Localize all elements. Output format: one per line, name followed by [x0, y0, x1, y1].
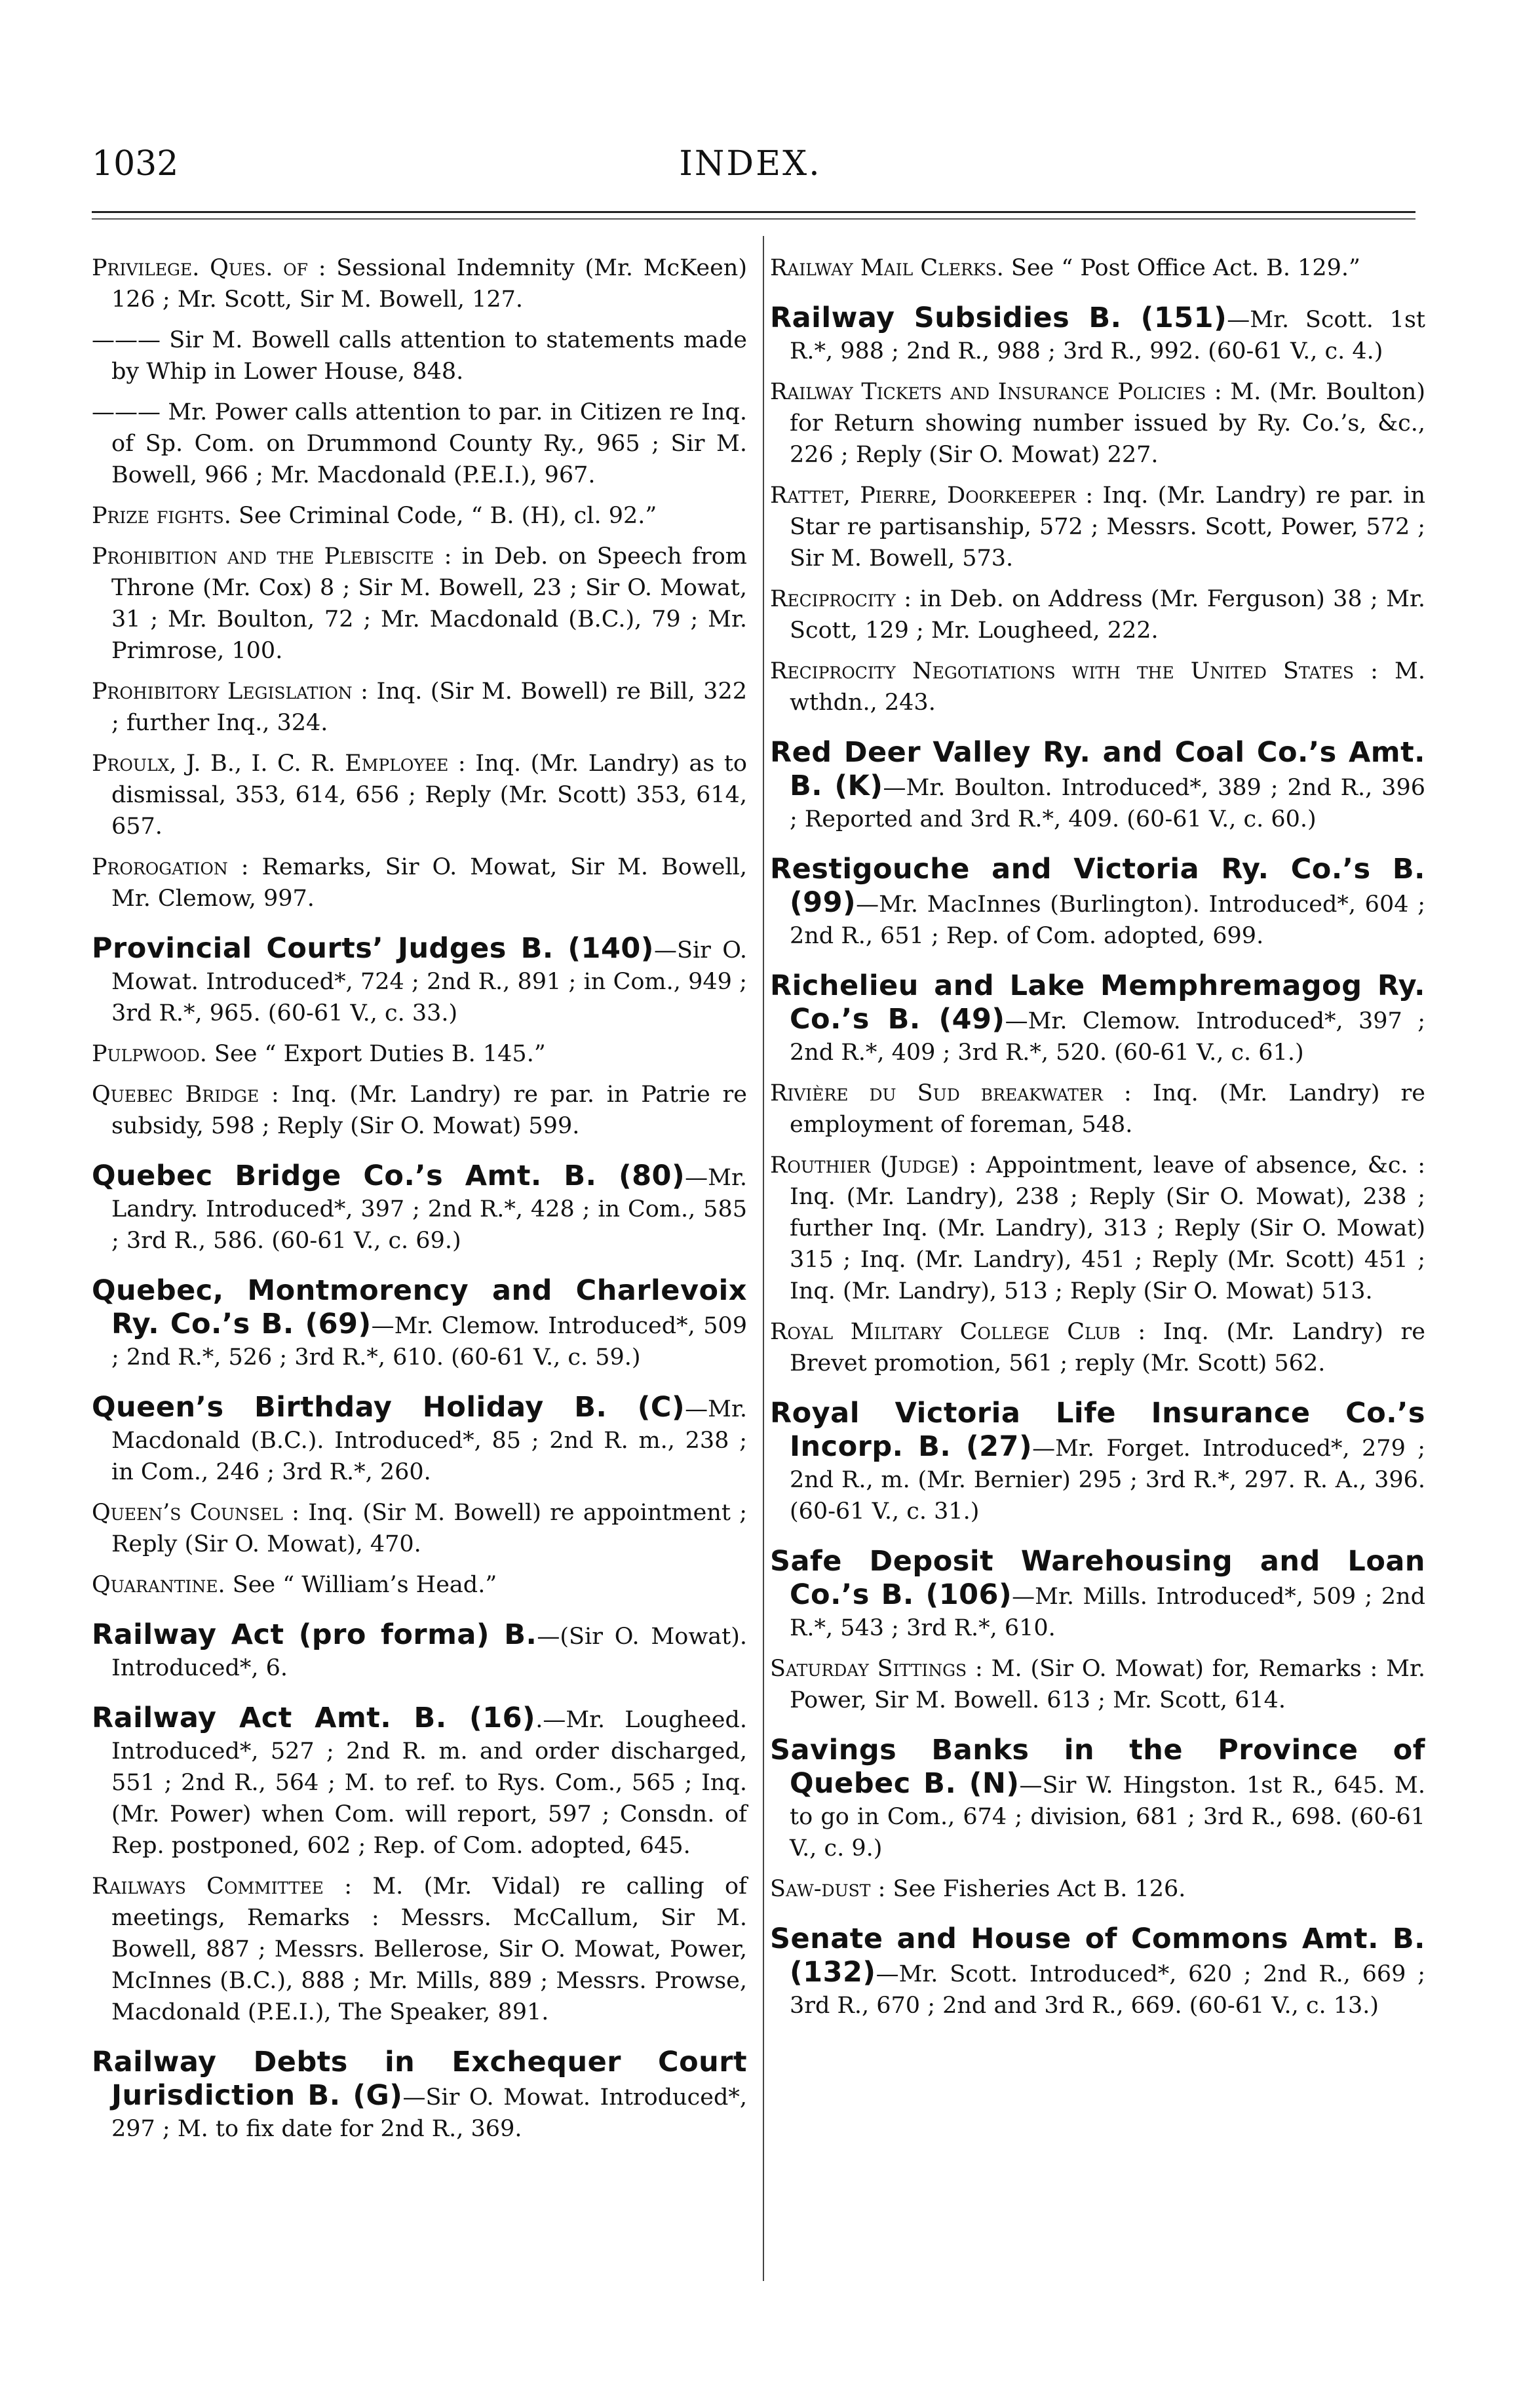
- index-entry: [770, 376, 1425, 471]
- index-entry-heading: Quebec Bridge Co.’s Amt. B. (80): [92, 1160, 685, 1192]
- index-entry: [92, 748, 747, 842]
- index-entry: [770, 1316, 1425, 1379]
- index-entry-text: —Mr. Forget. Introduced*, 279 ; 2nd R., m. (Mr. Bernier) 295 ; 3rd R.*, 297. R. A., 396. (60-61 V., c. 31.): [790, 1435, 1425, 1525]
- index-entry-text: —Sir O. Mowat. Introduced*, 724 ; 2nd R., 891 ; in Com., 949 ; 3rd R.*, 965. (60-61 V., c. 33.): [111, 937, 748, 1026]
- index-entry-heading: Richelieu and Lake Memphremagog Ry. Co.’s B. (49): [770, 969, 1425, 1036]
- index-entry: [770, 1923, 1425, 2021]
- index-entry: [92, 1392, 747, 1488]
- index-entry-text: M. (Sir O. Mowat) for, Remarks : Mr. Power, Sir M. Bowell. 613 ; Mr. Scott, 614.: [790, 1656, 1425, 1713]
- index-entry-text: M. wthdn., 243.: [790, 658, 1425, 716]
- index-entry-heading: Savings Banks in the Province of Quebec B. (N): [770, 1734, 1425, 1800]
- index-entry-heading: Royal Military College Club :: [770, 1319, 1146, 1345]
- index-entry: [770, 583, 1425, 646]
- index-entry-text: See “ William’s Head.”: [225, 1572, 497, 1598]
- index-entry: [92, 1619, 747, 1684]
- index-entry-heading: Senate and House of Commons Amt. B. (132): [770, 1922, 1425, 1989]
- index-entry-heading: Saturday Sittings :: [770, 1656, 983, 1682]
- index-entry-heading: Prohibitory Legislation :: [92, 678, 368, 705]
- index-entry-heading: Saw-dust :: [770, 1876, 886, 1902]
- index-entry-text: —Mr. Scott. Introduced*, 620 ; 2nd R., 669 ; 3rd R., 670 ; 2nd and 3rd R., 669. (60-61 V., c. 13.): [790, 1961, 1425, 2019]
- index-entry: [92, 1079, 747, 1142]
- index-entry-heading: Prohibition and the Plebiscite :: [92, 543, 452, 570]
- index-entry: [770, 1653, 1425, 1716]
- index-entry: [770, 737, 1425, 835]
- index-entry-heading: Rattet, Pierre, Doorkeeper :: [770, 482, 1094, 509]
- index-entry: [92, 933, 747, 1029]
- index-entry-text: Remarks, Sir O. Mowat, Sir M. Bowell, Mr. Clemow, 997.: [111, 854, 747, 912]
- index-entry: [770, 302, 1425, 367]
- index-entry-heading: Pulpwood.: [92, 1041, 207, 1067]
- index-entry-text: —Mr. Boulton. Introduced*, 389 ; 2nd R., 396 ; Reported and 3rd R.*, 409. (60-61 V., c. 60.): [790, 775, 1425, 832]
- index-entry: [92, 252, 747, 315]
- index-entry-text: .—Mr. Lougheed. Introduced*, 527 ; 2nd R. m. and order discharged, 551 ; 2nd R., 564 ; M. to ref. to Rys. Com., 565 ; Inq. (Mr. Power) when Com. will report, 597 ; Consdn. of Rep. postponed, 602 ; Rep. of Com. adopted, 645.: [111, 1707, 747, 1859]
- index-entry-text: Sir M. Bowell calls attention to statements made by Whip in Lower House, 848.: [111, 327, 747, 385]
- index-entry-text: —Mr. MacInnes (Burlington). Introduced*, 604 ; 2nd R., 651 ; Rep. of Com. adopted, 699.: [790, 891, 1425, 949]
- index-entry-text: Inq. (Mr. Landry) re par. in Star re partisanship, 572 ; Messrs. Scott, Power, 572 ; Sir M. Bowell, 573.: [790, 482, 1425, 572]
- index-entry: [92, 324, 747, 387]
- index-entry: [770, 970, 1425, 1068]
- index-entry: [770, 1150, 1425, 1307]
- index-entry: [770, 1546, 1425, 1644]
- index-entry-heading: ———: [92, 399, 161, 425]
- index-entry-text: —Mr. Macdonald (B.C.). Introduced*, 85 ; 2nd R. m., 238 ; in Com., 246 ; 3rd R.*, 260.: [111, 1396, 747, 1485]
- index-entry: [92, 1702, 747, 1862]
- column-divider: [763, 236, 764, 2281]
- index-entry-text: Inq. (Mr. Landry) as to dismissal, 353, 614, 656 ; Reply (Mr. Scott) 353, 614, 657.: [111, 751, 747, 840]
- index-entry-heading: Railways Committee :: [92, 1873, 352, 1900]
- header-rule: [92, 211, 1415, 213]
- index-entry: [92, 1038, 747, 1070]
- index-entry: [770, 1078, 1425, 1141]
- page-title: INDEX.: [679, 144, 822, 184]
- page-number: 1032: [92, 144, 179, 184]
- index-entry-text: See Fisheries Act B. 126.: [885, 1876, 1186, 1902]
- index-entry: [92, 1275, 747, 1373]
- index-entry-text: —Sir W. Hingston. 1st R., 645. M. to go in Com., 674 ; division, 681 ; 3rd R., 698. (60-61 V., c. 9.): [790, 1772, 1426, 1862]
- index-entry-text: See “ Post Office Act. B. 129.”: [1003, 255, 1360, 281]
- index-entry-heading: Reciprocity :: [770, 586, 912, 612]
- index-entry-text: —Mr. Mills. Introduced*, 509 ; 2nd R.*, 543 ; 3rd R.*, 610.: [790, 1584, 1425, 1641]
- index-entry-heading: Queen’s Counsel :: [92, 1500, 299, 1526]
- index-entry-text: Mr. Power calls attention to par. in Citizen re Inq. of Sp. Com. on Drummond County Ry., 965 ; Sir M. Bowell, 966 ; Mr. Macdonald (P.E.I.), 967.: [111, 399, 747, 488]
- index-entry: [770, 655, 1425, 718]
- index-entry-heading: Railway Mail Clerks.: [770, 255, 1004, 281]
- index-entry-text: Inq. (Mr. Landry) re par. in Patrie re subsidy, 598 ; Reply (Sir O. Mowat) 599.: [111, 1082, 747, 1139]
- index-entry-heading: Quebec, Montmorency and Charlevoix Ry. Co.’s B. (69): [92, 1274, 747, 1340]
- left-column: [92, 252, 747, 2154]
- index-entry: [92, 541, 747, 667]
- index-entry: [770, 480, 1425, 574]
- index-entry-heading: Prorogation :: [92, 854, 249, 880]
- index-entry-heading: Railway Act Amt. B. (16): [92, 1702, 536, 1734]
- index-entry-text: See Criminal Code, “ B. (H), cl. 92.”: [231, 503, 657, 529]
- index-entry-heading: Royal Victoria Life Insurance Co.’s Incorp. B. (27): [770, 1397, 1425, 1463]
- index-entry: [92, 851, 747, 914]
- index-entry: [92, 1871, 747, 2028]
- index-entry-text: —Mr. Clemow. Introduced*, 397 ; 2nd R.*, 409 ; 3rd R.*, 520. (60-61 V., c. 61.): [790, 1008, 1425, 1066]
- index-entry-text: Inq. (Mr. Landry) re employment of foreman, 548.: [790, 1080, 1425, 1138]
- index-entry-heading: Prize fights.: [92, 503, 231, 529]
- index-entry: [92, 2046, 747, 2145]
- index-entry-text: Inq. (Sir M. Bowell) re Bill, 322 ; further Inq., 324.: [111, 678, 747, 736]
- index-entry-text: Sessional Indemnity (Mr. McKeen) 126 ; Mr. Scott, Sir M. Bowell, 127.: [111, 255, 747, 313]
- index-entry-text: Inq. (Sir M. Bowell) re appointment ; Reply (Sir O. Mowat), 470.: [111, 1500, 747, 1557]
- index-entry: [770, 1873, 1425, 1905]
- index-entry-heading: Quarantine.: [92, 1572, 225, 1598]
- index-entry-heading: Red Deer Valley Ry. and Coal Co.’s Amt. B. (K): [770, 736, 1425, 802]
- index-entry: [770, 853, 1425, 952]
- index-entry: [92, 397, 747, 491]
- index-entry-text: Appointment, leave of absence, &c. : Inq. (Mr. Landry), 238 ; Reply (Sir O. Mowat), 238 ; further Inq. (Mr. Landry), 313 ; Reply (Sir O. Mowat) 315 ; Inq. (Mr. Landry), 451 ; Reply (Mr. Scott) 451 ; Inq. (Mr. Landry), 513 ; Reply (Sir O. Mowat) 513.: [790, 1152, 1426, 1304]
- index-entry-text: —Sir O. Mowat. Introduced*, 297 ; M. to fix date for 2nd R., 369.: [111, 2084, 747, 2142]
- index-entry: [92, 676, 747, 739]
- index-entry-heading: Restigouche and Victoria Ry. Co.’s B. (99): [770, 853, 1425, 919]
- index-entry-heading: Queen’s Birthday Holiday B. (C): [92, 1391, 685, 1424]
- index-entry-text: in Deb. on Address (Mr. Ferguson) 38 ; Mr. Scott, 129 ; Mr. Lougheed, 222.: [790, 586, 1425, 644]
- index-entry-text: —Mr. Clemow. Introduced*, 509 ; 2nd R.*, 526 ; 3rd R.*, 610. (60-61 V., c. 59.): [111, 1313, 747, 1371]
- index-entry-text: —(Sir O. Mowat). Introduced*, 6.: [111, 1624, 747, 1681]
- index-entry: [770, 1397, 1425, 1527]
- index-entry-text: See “ Export Duties B. 145.”: [206, 1041, 546, 1067]
- index-entry: [92, 1569, 747, 1601]
- index-entry-heading: Rivière du Sud breakwater :: [770, 1080, 1132, 1106]
- page-header: [85, 144, 1415, 190]
- index-entry-text: M. (Mr. Vidal) re calling of meetings, Remarks : Messrs. McCallum, Sir M. Bowell, 887 ; Messrs. Bellerose, Sir O. Mowat, Power, McInnes (B.C.), 888 ; Mr. Mills, 889 ; Messrs. Prowse, Macdonald (P.E.I.), The Speaker, 891.: [111, 1873, 747, 2025]
- index-entry-text: Inq. (Mr. Landry) re Brevet promotion, 561 ; reply (Mr. Scott) 562.: [790, 1319, 1425, 1376]
- header-rule-secondary: [92, 218, 1415, 220]
- index-entry-heading: Railway Debts in Exchequer Court Jurisdiction B. (G): [92, 2046, 747, 2112]
- index-entry: [92, 500, 747, 532]
- index-entry-heading: Railway Act (pro forma) B.: [92, 1618, 537, 1651]
- index-entry: [92, 1497, 747, 1560]
- index-entry: [92, 1160, 747, 1257]
- right-column: [770, 252, 1425, 2031]
- index-entry-heading: Quebec Bridge :: [92, 1082, 279, 1108]
- index-entry-heading: Railway Subsidies B. (151): [770, 302, 1227, 334]
- index-entry-heading: Provincial Courts’ Judges B. (140): [92, 932, 654, 965]
- index-entry-heading: Routhier (Judge) :: [770, 1152, 976, 1179]
- index-entry-heading: ———: [92, 327, 161, 353]
- index-entry-heading: Proulx, J. B., I. C. R. Employee :: [92, 751, 466, 777]
- index-entry-heading: Reciprocity Negotiations with the United States :: [770, 658, 1378, 684]
- index-entry-text: in Deb. on Speech from Throne (Mr. Cox) 8 ; Sir M. Bowell, 23 ; Sir O. Mowat, 31 ; Mr. Boulton, 72 ; Mr. Macdonald (B.C.), 79 ; Mr. Primrose, 100.: [111, 543, 747, 664]
- index-entry-heading: Privilege. Ques. of :: [92, 255, 326, 281]
- index-entry: [770, 1734, 1425, 1864]
- index-entry-text: M. (Mr. Boulton) for Return showing number issued by Ry. Co.’s, &c., 226 ; Reply (Sir O. Mowat) 227.: [790, 379, 1426, 468]
- index-entry-text: —Mr. Scott. 1st R.*, 988 ; 2nd R., 988 ; 3rd R., 992. (60-61 V., c. 4.): [790, 307, 1425, 364]
- index-entry-heading: Safe Deposit Warehousing and Loan Co.’s B. (106): [770, 1545, 1425, 1611]
- index-entry-text: —Mr. Landry. Introduced*, 397 ; 2nd R.*, 428 ; in Com., 585 ; 3rd R., 586. (60-61 V., c. 69.): [111, 1165, 747, 1254]
- index-entry-heading: Railway Tickets and Insurance Policies :: [770, 379, 1222, 405]
- index-entry: [770, 252, 1425, 284]
